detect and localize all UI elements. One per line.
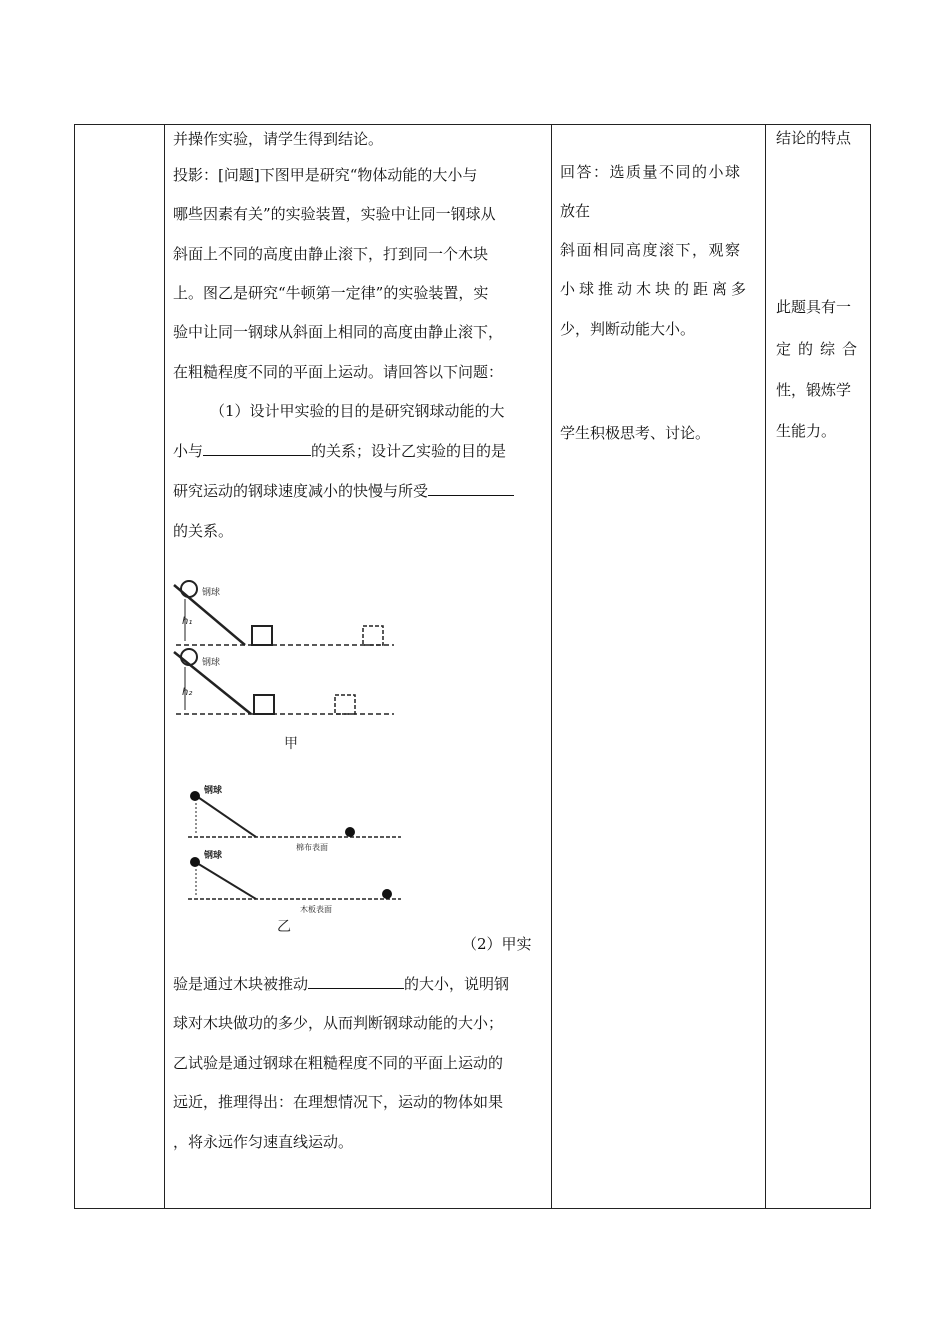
text-line: 此题具有一 — [776, 298, 852, 316]
text-line: 的关系。 — [173, 522, 234, 540]
ball — [190, 857, 200, 867]
text-line: 投影：[问题]下图甲是研究“物体动能的大小与 — [173, 166, 478, 184]
text-line: 上。图乙是研究“牛顿第一定律”的实验装置，实 — [173, 284, 489, 302]
height-label: h₁ — [182, 616, 193, 627]
text-line: 小球推动木块的距离多 — [560, 280, 751, 298]
incline-setup-1 — [188, 784, 401, 852]
text-line: 哪些因素有关”的实验装置，实验中让同一钢球从 — [173, 205, 496, 223]
text-line: 验中让同一钢球从斜面上相同的高度由静止滚下， — [173, 323, 504, 341]
block — [252, 626, 272, 645]
text-fragment: 研究运动的钢球速度减小的快慢与所受 — [173, 482, 429, 500]
text-line: 回答：选质量不同的小球 — [560, 163, 742, 181]
lesson-table — [74, 124, 871, 1209]
ball-stopped — [345, 827, 355, 837]
block-moved — [335, 695, 355, 714]
figure-jia — [164, 565, 551, 765]
block-moved — [363, 626, 383, 645]
ball-label: 钢球 — [202, 658, 221, 668]
ball-label: 钢球 — [204, 786, 223, 796]
block — [254, 695, 274, 714]
text-line: 乙试验是通过钢球在粗糙程度不同的平面上运动的 — [173, 1054, 504, 1072]
text-line: 学生积极思考、讨论。 — [560, 424, 711, 442]
question-2: （2）甲实 — [462, 935, 532, 953]
text-line: ，将永远作匀速直线运动。 — [173, 1133, 354, 1151]
text-line: 在粗糙程度不同的平面上运动。请回答以下问题： — [173, 363, 504, 381]
question-1: （1）设计甲实验的目的是研究钢球动能的大 — [210, 402, 505, 420]
text-fragment: 的大小，说明钢 — [404, 975, 510, 993]
surface-label: 木板表面 — [300, 905, 332, 914]
text-line: 斜面上不同的高度由静止滚下，打到同一个木块 — [173, 245, 489, 263]
question-2-line — [173, 974, 509, 994]
text-line: 定的综合 — [776, 340, 865, 358]
text-line: 生能力。 — [776, 422, 837, 440]
ball — [181, 581, 197, 597]
answer-blank — [203, 441, 311, 456]
ball-label: 钢球 — [202, 588, 221, 598]
text-fragment: 小与 — [173, 442, 204, 460]
text-line: 性，锻炼学 — [776, 381, 852, 399]
text-line: 放在 — [560, 202, 591, 220]
incline-setup-1 — [174, 581, 394, 645]
text-fragment: 的关系；设计乙实验的目的是 — [311, 442, 507, 460]
answer-blank — [308, 974, 404, 989]
ball-stopped — [382, 889, 392, 899]
text-line: 结论的特点 — [776, 129, 852, 147]
height-label: h₂ — [182, 687, 193, 698]
text-line: 少，判断动能大小。 — [560, 320, 696, 338]
ball-label: 钢球 — [204, 851, 223, 861]
figure-yi — [164, 775, 551, 945]
incline — [192, 793, 256, 837]
figure-caption: 乙 — [277, 919, 291, 935]
answer-blank — [428, 481, 514, 496]
question-1-line — [173, 481, 514, 501]
text-line: 并操作实验，请学生得到结论。 — [173, 130, 384, 148]
text-line: 远近，推理得出：在理想情况下，运动的物体如果 — [173, 1093, 504, 1111]
student-activity-cell — [551, 125, 765, 1208]
design-intent-cell — [765, 125, 872, 1208]
figure-caption: 甲 — [284, 736, 298, 752]
stage-cell — [75, 125, 164, 1208]
text-fragment: 验是通过木块被推动 — [173, 975, 309, 993]
teacher-activity-cell — [164, 125, 551, 1208]
incline — [192, 860, 256, 899]
text-line: 斜面相同高度滚下，观察 — [560, 241, 742, 259]
incline-setup-2 — [174, 649, 394, 714]
question-1-line — [173, 441, 506, 461]
ball — [190, 791, 200, 801]
incline-setup-2 — [188, 849, 401, 914]
text-line: 球对木块做功的多少，从而判断钢球动能的大小； — [173, 1014, 504, 1032]
surface-label: 棉布表面 — [296, 843, 328, 852]
